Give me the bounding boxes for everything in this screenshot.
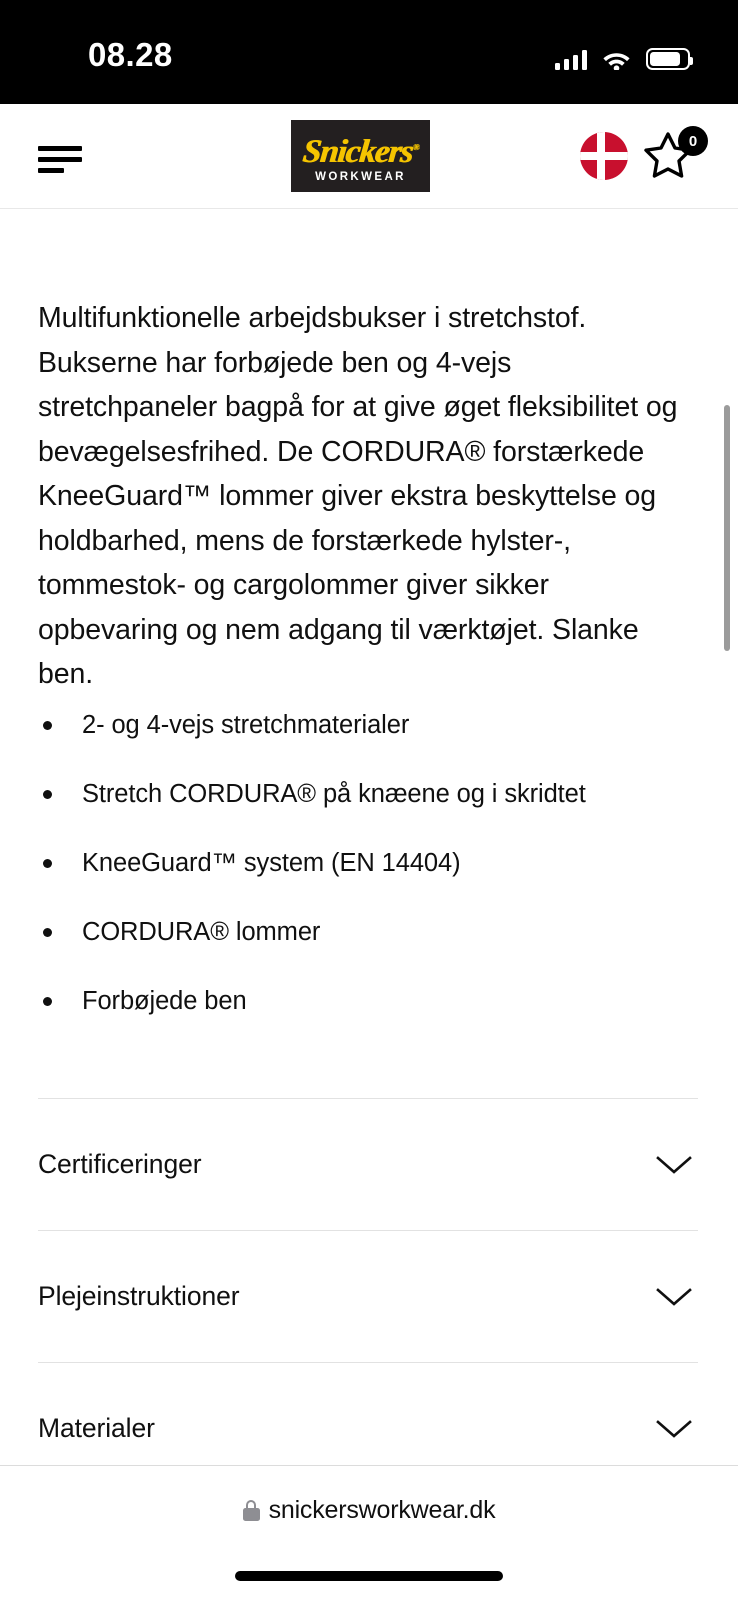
accordion-item-certificeringer[interactable] <box>38 1098 698 1230</box>
accordion-label: Plejeinstruktioner <box>38 1281 240 1311</box>
wifi-icon <box>602 49 631 70</box>
chevron-down-icon <box>652 1152 696 1178</box>
browser-bottom-bar <box>0 1465 738 1600</box>
locale-selector-button[interactable] <box>580 132 628 180</box>
hamburger-line <box>38 168 64 173</box>
chevron-down-icon <box>652 1284 696 1310</box>
list-item: CORDURA® lommer <box>38 916 688 948</box>
accordion-group <box>38 1098 698 1465</box>
list-item: Forbøjede ben <box>38 985 688 1017</box>
url-text: snickersworkwear.dk <box>268 1496 496 1524</box>
home-indicator[interactable] <box>235 1571 503 1581</box>
status-bar <box>0 0 738 104</box>
logo-subtitle: WORKWEAR <box>315 170 406 183</box>
accordion-label: Materialer <box>38 1413 155 1443</box>
cellular-signal-icon <box>555 49 588 70</box>
lock-icon <box>243 1500 260 1521</box>
wishlist-button[interactable] <box>644 130 706 186</box>
hamburger-menu-icon[interactable] <box>38 146 82 172</box>
chevron-down-icon <box>652 1416 696 1442</box>
accordion-item-plejeinstruktioner[interactable] <box>38 1230 698 1362</box>
list-item: Stretch CORDURA® på knæene og i skridtet <box>38 778 688 810</box>
danish-flag-icon <box>580 132 628 180</box>
site-header <box>0 104 738 209</box>
accordion-item-materialer[interactable] <box>38 1362 698 1465</box>
vertical-scrollbar[interactable] <box>724 405 730 651</box>
status-bar-indicators <box>555 40 691 70</box>
registered-mark: ® <box>412 141 419 152</box>
list-item: KneeGuard™ system (EN 14404) <box>38 847 688 879</box>
battery-icon <box>646 48 690 70</box>
list-item: 2- og 4-vejs stretchmaterialer <box>38 709 688 741</box>
logo-brand-text: Snickers® <box>300 133 419 170</box>
product-feature-list <box>38 709 688 1054</box>
product-description-section <box>0 209 738 1465</box>
wishlist-badge: 0 <box>678 126 708 156</box>
hamburger-line <box>38 157 82 162</box>
snickers-workwear-logo[interactable] <box>291 120 430 192</box>
hamburger-line <box>38 146 82 151</box>
url-bar[interactable] <box>0 1496 738 1525</box>
product-description-text: Multifunktionelle arbejdsbukser i stretchstof. Bukserne har forbøjede ben og 4-vejs stretchpaneler bagpå for at give øget fleksibilitet og bevægelsesfrihed. De CORDURA® forstærkede KneeGuard™ lommer giver ekstra beskyttelse og holdbarhed, mens de forstærkede hylster-, tommestok- og cargolommer giver sikker opbevaring og nem adgang til værktøjet. Slanke ben. <box>38 302 678 690</box>
status-bar-time: 08.28 <box>88 36 173 73</box>
accordion-label: Certificeringer <box>38 1149 202 1179</box>
